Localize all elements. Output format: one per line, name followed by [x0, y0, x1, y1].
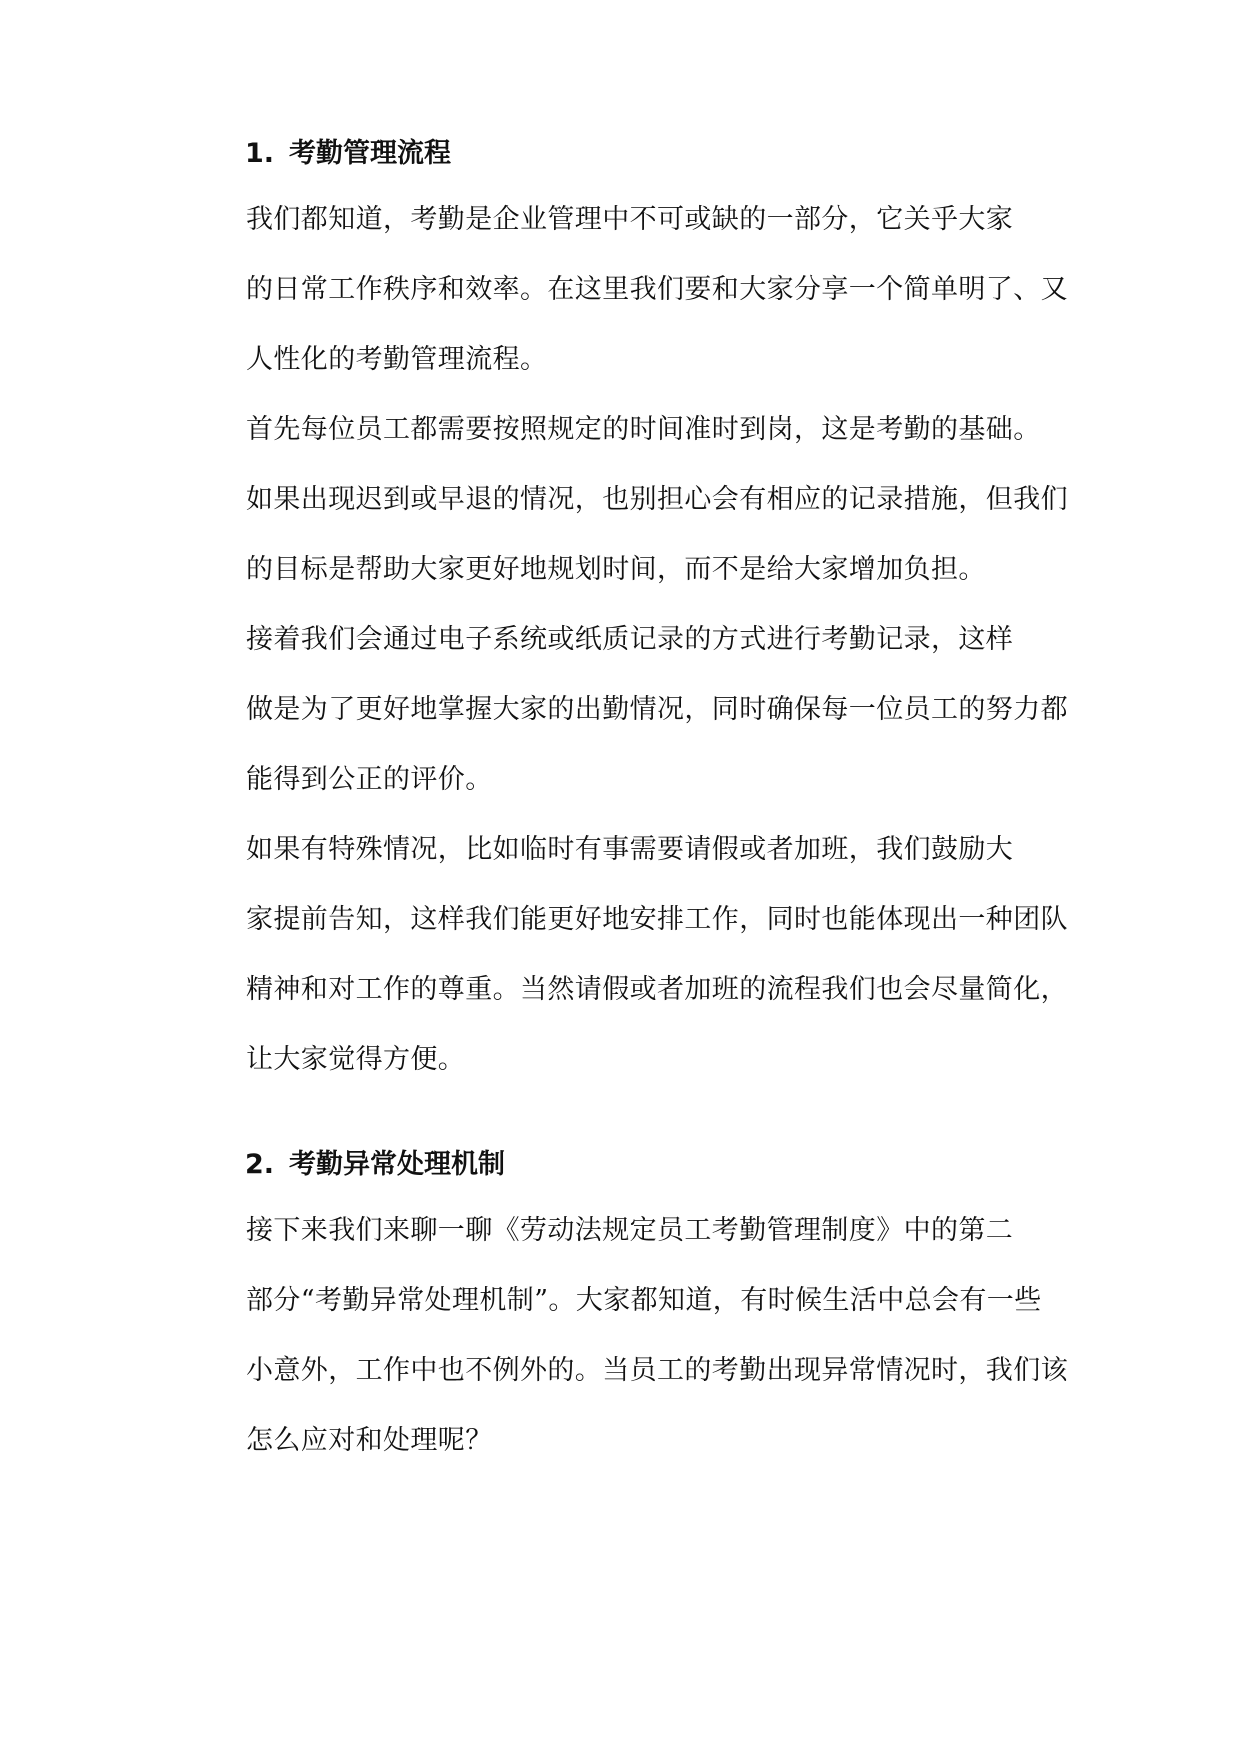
paragraph: [190, 605, 1068, 815]
paragraph-line: 我们都知道，考勤是企业管理中不可或缺的一部分，它关乎大家: [246, 204, 1014, 235]
paragraph-line: 部分“考勤异常处理机制”。大家都知道，有时候生活中总会有一些: [246, 1285, 1042, 1316]
paragraph-line: 接着我们会通过电子系统或纸质记录的方式进行考勤记录，这样: [246, 624, 1014, 655]
paragraph-line: 让大家觉得方便。: [246, 1044, 466, 1075]
section-number: 1.: [245, 138, 275, 169]
paragraph-line: 的目标是帮助大家更好地规划时间，而不是给大家增加负担。: [246, 554, 986, 585]
section-heading: [245, 1145, 505, 1185]
paragraph-line: 人性化的考勤管理流程。: [246, 344, 548, 375]
paragraph: [190, 1196, 1068, 1476]
paragraph-line: 家提前告知，这样我们能更好地安排工作，同时也能体现出一种团队: [246, 904, 1068, 935]
section-title: 考勤异常处理机制: [289, 1149, 505, 1180]
paragraph: [190, 395, 1068, 605]
paragraph-line: 能得到公正的评价。: [246, 764, 493, 795]
section-title: 考勤管理流程: [289, 138, 451, 169]
paragraph: [190, 815, 1068, 1095]
paragraph-line: 的日常工作秩序和效率。在这里我们要和大家分享一个简单明了、又: [246, 274, 1068, 305]
paragraph: [190, 185, 1068, 395]
section-number: 2.: [245, 1149, 275, 1180]
paragraph-line: 首先每位员工都需要按照规定的时间准时到岗，这是考勤的基础。: [246, 414, 1041, 445]
paragraph-line: 小意外，工作中也不例外的。当员工的考勤出现异常情况时，我们该: [246, 1355, 1068, 1386]
paragraph-line: 如果有特殊情况，比如临时有事需要请假或者加班，我们鼓励大: [246, 834, 1014, 865]
paragraph-line: 怎么应对和处理呢？: [246, 1425, 493, 1456]
paragraph-line: 接下来我们来聊一聊《劳动法规定员工考勤管理制度》中的第二: [246, 1215, 1014, 1246]
paragraph-line: 如果出现迟到或早退的情况，也别担心会有相应的记录措施，但我们: [246, 484, 1068, 515]
section-heading: [245, 134, 451, 174]
paragraph-line: 做是为了更好地掌握大家的出勤情况，同时确保每一位员工的努力都: [246, 694, 1068, 725]
paragraph-line: 精神和对工作的尊重。当然请假或者加班的流程我们也会尽量简化，: [246, 974, 1068, 1005]
